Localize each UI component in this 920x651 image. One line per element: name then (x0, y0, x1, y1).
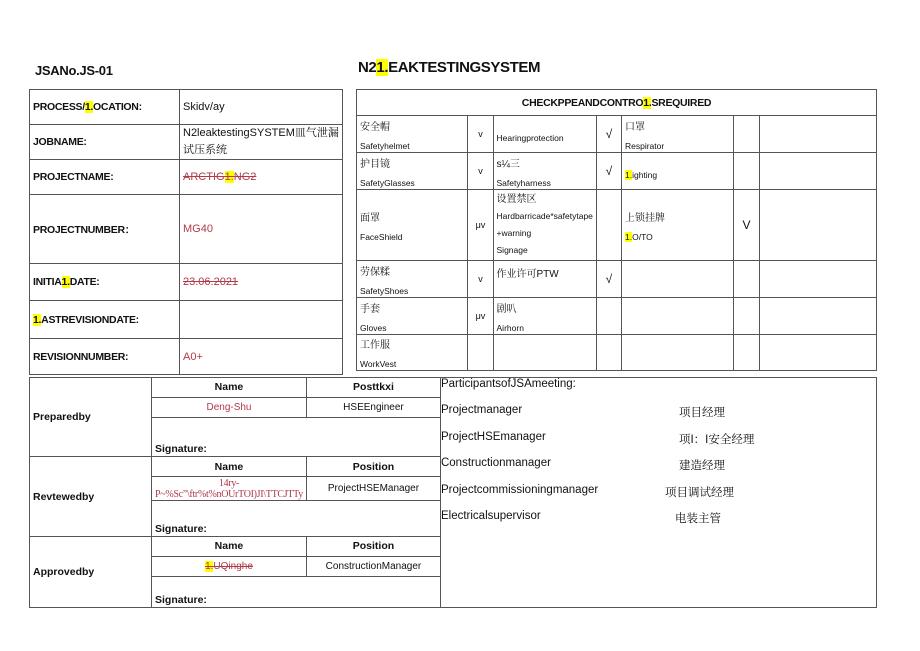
ppe-extra-cell (759, 298, 876, 335)
participant-role-cn: 电装主管 (674, 513, 721, 525)
approved-by-position: ConstructionManager (306, 556, 440, 576)
name-header: Name (152, 536, 307, 556)
ppe-item: 1.ighting (622, 153, 734, 190)
reviewed-by-name: 14ry-P~%Sc”\ftr%t%nOUrTOI)JI\TTCJTTy (152, 477, 307, 501)
info-row (30, 264, 343, 301)
info-row (30, 339, 343, 375)
info-row (30, 195, 343, 264)
jsa-number: JSANo.JS-01 (35, 63, 113, 78)
project-number-value: MG40 (180, 195, 343, 264)
participant-role: Constructionmanager (440, 457, 551, 469)
ppe-check (734, 116, 759, 153)
ppe-check: v (468, 153, 493, 190)
ppe-check: V (734, 190, 759, 261)
ppe-item: 手套 Gloves (357, 298, 468, 335)
info-row (30, 90, 343, 125)
ppe-check: μv (468, 190, 493, 261)
position-header: Posttkxi (306, 378, 440, 398)
prepared-by-label: Preparedby (30, 378, 152, 457)
ppe-check (596, 298, 621, 335)
revision-number-label: REVISIONNUMBER: (30, 339, 180, 375)
project-info-table (29, 89, 343, 375)
ppe-check: v (468, 261, 493, 298)
ppe-check (596, 335, 621, 371)
document-title: N21.EAKTESTINGSYSTEM (358, 59, 541, 76)
position-header: Position (306, 457, 440, 477)
ppe-item: 护目镜 SafetyGlasses (357, 153, 468, 190)
ppe-extra-cell (759, 335, 876, 371)
ppe-check: √ (596, 153, 621, 190)
job-name-value: N2leaktestingSYSTEM皿气泄漏试压系统 (180, 125, 343, 160)
ppe-row (357, 190, 877, 261)
ppe-row (357, 335, 877, 371)
job-name-label: JOBNAME: (30, 125, 180, 160)
participants-panel (440, 378, 876, 608)
prepared-by-signature: Signature: (152, 417, 441, 457)
ppe-extra-cell (759, 116, 876, 153)
project-name-value: ARCTIG1.NG2 (180, 160, 343, 195)
ppe-check: √ (596, 261, 621, 298)
ppe-controls-table (356, 89, 877, 371)
ppe-header: CHECKPPEANDCONTRO1.SREQUIRED (357, 90, 877, 116)
participant-role: Projectmanager (440, 404, 523, 416)
reviewed-by-position: ProjectHSEManager (306, 477, 440, 501)
project-name-label: PROJECTNAME: (30, 160, 180, 195)
ppe-header-row (357, 90, 877, 116)
prepared-by-position: HSEEngineer (306, 397, 440, 417)
last-revision-date-label: 1.ASTREVISIONDATE: (30, 301, 180, 339)
ppe-item: 工作服 WorkVest (357, 335, 468, 371)
ppe-item: s¼三 Safetyharness (493, 153, 596, 190)
position-header: Position (306, 536, 440, 556)
ppe-item: 安全帽 Safetyhelmet (357, 116, 468, 153)
participant-role-cn: 项目调试经理 (664, 487, 734, 499)
participant-role: ProjectHSEmanager (440, 431, 546, 443)
ppe-item: 劳保糅 SafetyShoes (357, 261, 468, 298)
ppe-check (734, 153, 759, 190)
info-row (30, 301, 343, 339)
ppe-item: 设置禁区 Hardbarricade*safetytape+warning Signage (493, 190, 596, 261)
initial-date-label: INITIA1.DATE: (30, 264, 180, 301)
ppe-item: 作业许可PTW (493, 261, 596, 298)
ppe-check: v (468, 116, 493, 153)
ppe-extra-cell (759, 153, 876, 190)
participant-role-cn: 项I：I安全经理 (678, 434, 755, 446)
ppe-row (357, 298, 877, 335)
ppe-check: √ (596, 116, 621, 153)
reviewed-by-label: Revtewedby (30, 457, 152, 536)
ppe-row (357, 116, 877, 153)
participants-title: ParticipantsofJSAmeeting: (440, 378, 576, 390)
ppe-check (734, 335, 759, 371)
name-header: Name (152, 378, 307, 398)
participant-role: Electricalsupervisor (440, 510, 541, 522)
signoff-table (29, 377, 877, 608)
ppe-row (357, 153, 877, 190)
info-row (30, 125, 343, 160)
ppe-check (596, 190, 621, 261)
initial-date-value: 23.06.2021 (180, 264, 343, 301)
ppe-extra-cell (759, 261, 876, 298)
ppe-check (734, 298, 759, 335)
ppe-check (734, 261, 759, 298)
ppe-check: μv (468, 298, 493, 335)
process-location-label: PROCESS/1.OCATION: (30, 90, 180, 125)
ppe-row (357, 261, 877, 298)
participant-role: Projectcommissioningmanager (440, 484, 599, 496)
ppe-item: Hearingprotection (493, 116, 596, 153)
name-header: Name (152, 457, 307, 477)
approved-by-signature: Signature: (152, 576, 441, 607)
signoff-row (30, 378, 877, 398)
ppe-item: 剧叭 Airhorn (493, 298, 596, 335)
project-number-label: PROJECTNUMBER： (30, 195, 180, 264)
ppe-item (493, 335, 596, 371)
ppe-item: 上锁挂牌 1.O/TO (622, 190, 734, 261)
ppe-item: 口罩 Respirator (622, 116, 734, 153)
ppe-item: 面罩 FaceShield (357, 190, 468, 261)
revision-number-value: A0+ (180, 339, 343, 375)
prepared-by-name: Deng-Shu (152, 397, 307, 417)
approved-by-label: Approvedby (30, 536, 152, 607)
reviewed-by-signature: Signature: (152, 501, 441, 537)
approved-by-name: 1.UQinghe (152, 556, 307, 576)
ppe-check (468, 335, 493, 371)
participant-role-cn: 项目经理 (678, 407, 725, 419)
ppe-extra-cell (759, 190, 876, 261)
process-location-value: Skidv/ay (180, 90, 343, 125)
ppe-item (622, 335, 734, 371)
last-revision-date-value (180, 301, 343, 339)
ppe-item (622, 261, 734, 298)
ppe-item (622, 298, 734, 335)
participant-role-cn: 建造经理 (678, 460, 725, 472)
info-row (30, 160, 343, 195)
